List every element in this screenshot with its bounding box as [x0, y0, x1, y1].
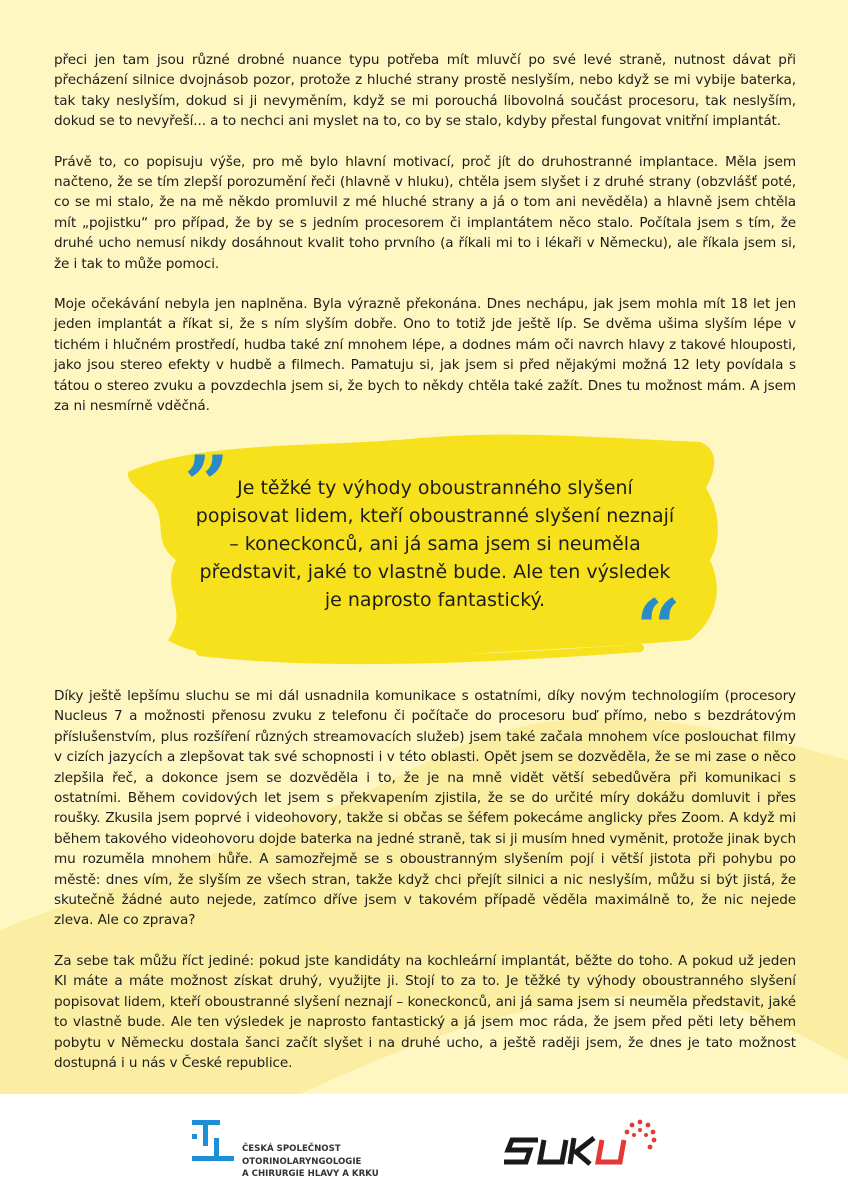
pull-quote-text: Je těžké ty výhody oboustranného slyšení popisovat lidem, kteří oboustranné slyšení neznají – koneckonců, ani já sama jsem si neuměla představit, jaké to vlastně bude. Ale ten výsledek je naprosto fantastický. [195, 477, 675, 611]
society-name-line: ČESKÁ SPOLEČNOST [242, 1144, 341, 1154]
paragraph: Za sebe tak můžu říct jediné: pokud jste kandidáty na kochleární implantát, běžte do toho. A pokud už jeden KI máte a máte možnost získat druhý, využijte ji. Stojí to za to. Je těžké ty výhody oboustranného slyšení popisovat lidem, kteří oboustranné slyšení neznají – koneckonců, ani já sama jsem si neuměla představit, jaké to vlastně bude. Ale ten výsledek je naprosto fantastický a já jsem moc ráda, že jsem před pěti lety během pobytu v Německu dostala šanci začít slyšet i na druhé ucho, a ještě raději jsem, že dnes je tato možnost dostupná i u nás v České republice. [54, 952, 796, 1071]
footer [0, 1094, 848, 1200]
open-quote-mark: ” [184, 439, 229, 530]
close-quote-mark: “ [636, 583, 681, 674]
article-body-top [54, 50, 796, 437]
suku-logo-icon [504, 1116, 664, 1178]
society-name-line: OTORINOLARYNGOLOGIE [242, 1156, 362, 1167]
society-name-line: A CHIRURGIE HLAVY A KRKU [242, 1169, 379, 1180]
society-name [242, 1143, 379, 1181]
paragraph: přeci jen tam jsou různé drobné nuance typu potřeba mít mluvčí po své levé straně, nutnost dávat při přecházení silnice dvojnásob pozor, protože z hluché strany prostě neslyším, nebo když se mi vybije baterka, tak taky neslyším, dokud si ji nevyměním, když se mi porouchá libovolná součást procesoru, tak neslyším, dokud se to nevyřeší... a to nechci ani myslet na to, co by se stalo, kdyby přestal fungovat vnitřní implantát. [54, 52, 796, 130]
paragraph: Díky ještě lepšímu sluchu se mi dál usnadnila komunikace s ostatními, díky novým technologiím (procesory Nucleus 7 a možnosti přenosu zvuku z telefonu či počítače do procesoru buď přímo, nebo s bezdrátovým příslušenstvím, plus rozšíření různých streamovacích služeb) jsem také začala mnohem více poslouchat filmy v cizích jazycích a zlepšovat tak své schopnosti i v této oblasti. Opět jsem se dozvěděla, že se mi zase o něco zlepšila řeč, a dokonce jsem se dozvěděla i to, že je na mně vidět větší sebedůvěra při komunikaci s ostatními. Během covidových let jsem s překvapením zjistila, že se do určité míry dokážu domluvit i přes roušky. Zkusila jsem poprvé i videohovory, takže si občas se šéfem pokecáme anglicky přes Zoom. A když mi během takového videohovoru dojde baterka na jedné straně, tak si ji musím hned vyměnit, protože jinak bych mu rozuměla mnohem hůře. A samozřejmě se s oboustranným slyšením pojí i větší jistota při pohybu po městě: dnes vím, že slyším ze všech stran, takže když chci přejít silnici a nic neslyším, můžu si být jistá, že skutečně žádné auto nejede, zatímco dříve jsem v takovém případě věděla maximálně to, že nic nejede zleva. Ale co zprava? [54, 688, 796, 929]
society-emblem-icon [192, 1120, 236, 1166]
article-body-bottom [54, 686, 796, 1093]
society-logo [192, 1120, 422, 1180]
paragraph: Moje očekávání nebyla jen naplněna. Byla výrazně překonána. Dnes nechápu, jak jsem mohla mít 18 let jen jeden implantát a říkat si, že s ním slyším dobře. Ono to totiž jde ještě líp. Se dvěma ušima slyším lépe v tichém i hlučném prostředí, hudba také zní mnohem lépe, a dodnes mám oči navrch hlavy z takové hlouposti, jako jsou stereo efekty v hudbě a filmech. Pamatuju si, jak jsem si před nějakými možná 12 lety povídala s tátou o stereo zvuku a povzdechla jsem si, že bych to někdy chtěla také zažít. Dnes tu možnost mám. A jsem za ni nesmírně vděčná. [54, 296, 796, 415]
pull-quote [100, 439, 760, 674]
paragraph: Právě to, co popisuju výše, pro mě bylo hlavní motivací, proč jít do druhostranné implantace. Měla jsem načteno, že se tím zlepší porozumění řeči (hlavně v hluku), chtěla jsem slyšet i z druhé strany (obzvlášť poté, co se mi stalo, že na mě někdo promluvil z mé hluché strany a já o tom ani nevěděla) a hlavně jsem chtěla mít „pojistku“ pro případ, že by se s jedním procesorem či implantátem něco stalo. Počítala jsem s tím, že druhé ucho nemusí nikdy dosáhnout kvalit toho prvního (a říkali mi to i lékaři v Německu), ale říkala jsem si, že i tak to může pomoci. [54, 153, 796, 272]
